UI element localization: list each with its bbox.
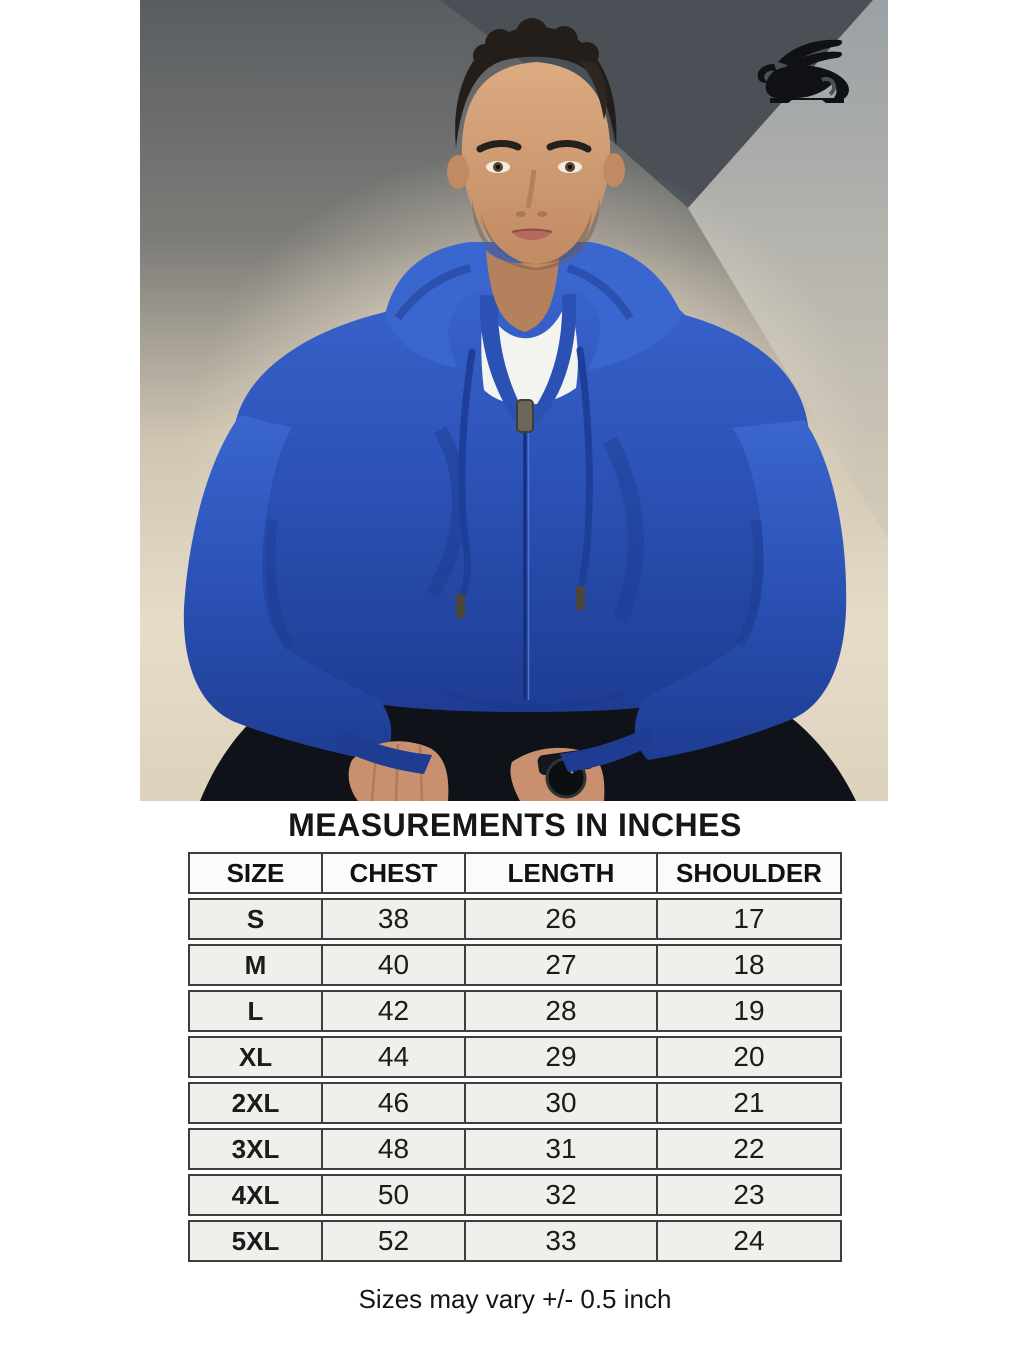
table-cell: 4XL: [231, 1179, 280, 1210]
table-cell: M: [244, 949, 267, 980]
table-row: [188, 944, 842, 986]
hair-curl: [473, 44, 497, 68]
table-row: [188, 990, 842, 1032]
table-row: [188, 1174, 842, 1216]
table-cell: L: [247, 995, 264, 1026]
table-cell: 31: [464, 1130, 656, 1168]
size-variance-note: Sizes may vary +/- 0.5 inch: [358, 1284, 672, 1314]
table-cell: 3XL: [231, 1133, 280, 1164]
zipper-pull: [517, 400, 533, 432]
table-cell: 2XL: [231, 1087, 280, 1118]
table-cell: 42: [321, 992, 464, 1030]
table-cell: 29: [464, 1038, 656, 1076]
column-header: SIZE: [226, 857, 285, 888]
table-cell: 44: [321, 1038, 464, 1076]
table-cell: 46: [321, 1084, 464, 1122]
chart-title: MEASUREMENTS IN INCHES: [288, 807, 742, 843]
table-cell: 52: [321, 1222, 464, 1260]
right-ear: [603, 153, 625, 187]
table-cell: 32: [464, 1176, 656, 1214]
table-cell: 5XL: [231, 1225, 280, 1256]
nostril: [516, 211, 526, 217]
table-cell: XL: [238, 1041, 273, 1072]
table-cell: 38: [321, 900, 464, 938]
table-cell: 30: [464, 1084, 656, 1122]
table-cell: 20: [656, 1038, 840, 1076]
hair-curl: [550, 26, 578, 54]
hair-curl: [516, 18, 548, 50]
table-cell: 26: [464, 900, 656, 938]
table-cell: S: [246, 903, 265, 934]
table-row: [188, 1082, 842, 1124]
table-row: [188, 1220, 842, 1262]
right-pupil: [568, 165, 572, 169]
product-photo-illustration: [140, 0, 888, 801]
column-header: LENGTH: [464, 854, 656, 892]
left-aglet: [456, 594, 465, 618]
column-header: SHOULDER: [656, 854, 840, 892]
table-cell: 33: [464, 1222, 656, 1260]
left-ear: [447, 155, 469, 189]
table-cell: 40: [321, 946, 464, 984]
table-cell: 27: [464, 946, 656, 984]
table-cell: 19: [656, 992, 840, 1030]
table-cell: 17: [656, 900, 840, 938]
table-header-row: [188, 852, 842, 894]
table-cell: 48: [321, 1130, 464, 1168]
left-pupil: [496, 165, 500, 169]
table-cell: 21: [656, 1084, 840, 1122]
table-cell: 22: [656, 1130, 840, 1168]
right-aglet: [576, 586, 585, 610]
table-row: [188, 1128, 842, 1170]
table-cell: 24: [656, 1222, 840, 1260]
column-header: CHEST: [321, 854, 464, 892]
table-cell: 28: [464, 992, 656, 1030]
product-photo: [140, 0, 888, 801]
table-cell: 23: [656, 1176, 840, 1214]
table-cell: 18: [656, 946, 840, 984]
nostril: [537, 211, 547, 217]
table-cell: 50: [321, 1176, 464, 1214]
table-row: [188, 1036, 842, 1078]
table-row: [188, 898, 842, 940]
size-table: [188, 852, 842, 1262]
